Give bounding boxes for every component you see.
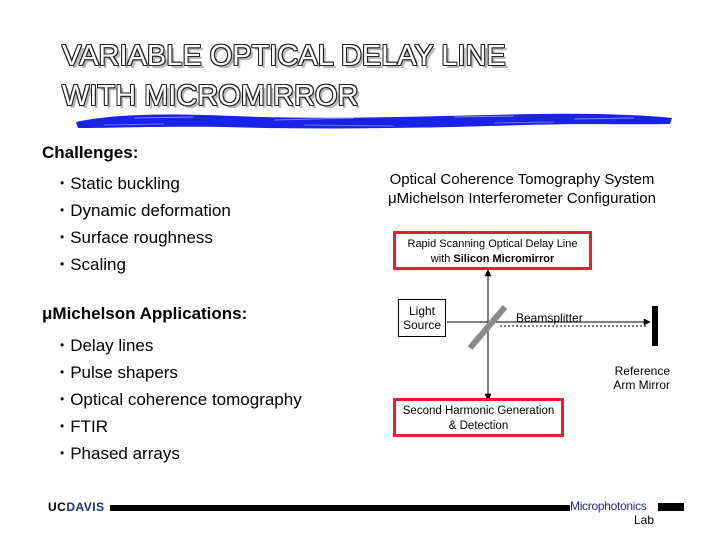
title-line-1: VARIABLE OPTICAL DELAY LINE: [62, 40, 506, 72]
logo-davis: DAVIS: [66, 500, 105, 514]
footer-rule: [110, 505, 570, 511]
delay-box-prefix: with: [430, 253, 454, 265]
detection-box: [393, 398, 564, 437]
list-item: • Delay lines: [60, 332, 302, 359]
light-source-box: [398, 299, 446, 337]
beamsplitter-label: Beamsplitter: [516, 311, 583, 325]
list-item: • Scaling: [60, 251, 231, 278]
microphotonics-lab-logo: [570, 499, 660, 527]
detection-line-1: Second Harmonic Generation: [402, 405, 555, 417]
mu-symbol: μ: [388, 190, 397, 207]
light-source-line-2: Source: [402, 318, 442, 332]
reference-mirror-shape: [652, 306, 658, 346]
delay-line-box: [393, 231, 592, 270]
applications-heading-text: Michelson Applications:: [52, 304, 248, 323]
logo-uc: UC: [48, 500, 67, 514]
reference-mirror-label: [590, 364, 670, 392]
list-item: • Optical coherence tomography: [60, 386, 302, 413]
mu-symbol: μ: [42, 304, 53, 323]
list-item: • Static buckling: [60, 170, 231, 197]
list-item: • Phased arrays: [60, 440, 302, 467]
delay-box-line-2: [396, 252, 589, 267]
footer-rule-end: [658, 503, 684, 511]
delay-box-line-1: Rapid Scanning Optical Delay Line: [407, 238, 578, 250]
list-item: • Pulse shapers: [60, 359, 302, 386]
list-item: • FTIR: [60, 413, 302, 440]
reference-label-line-1: Reference: [614, 364, 670, 378]
list-item: • Surface roughness: [60, 224, 231, 251]
light-source-line-1: Light: [408, 304, 436, 318]
challenges-heading: Challenges:: [42, 143, 139, 162]
lab-word: Lab: [633, 513, 654, 527]
ucdavis-logo: [48, 500, 105, 514]
delay-box-bold: Silicon Micromirror: [453, 253, 555, 265]
reference-label-line-2: Arm Mirror: [613, 378, 670, 392]
system-line-2-text: Michelson Interferometer Configuration: [396, 190, 656, 207]
lab-title: Microphotonics: [570, 499, 647, 513]
detection-line-2: & Detection: [448, 420, 509, 432]
system-line-1: Optical Coherence Tomography System: [389, 171, 655, 188]
list-item: • Dynamic deformation: [60, 197, 231, 224]
title-line-2: WITH MICROMIRROR: [62, 80, 359, 112]
